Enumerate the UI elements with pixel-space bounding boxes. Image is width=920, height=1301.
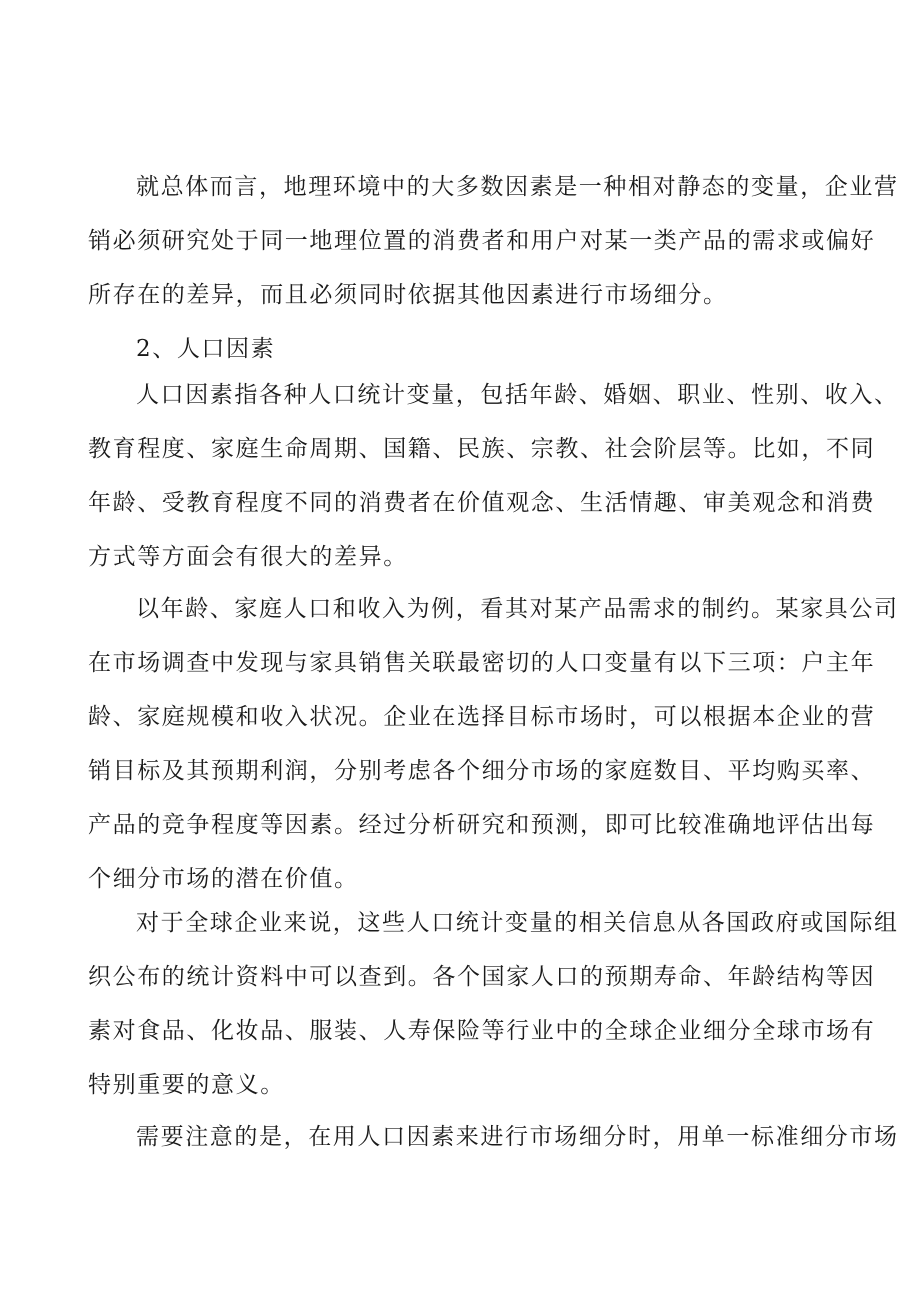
paragraph-line: 方式等方面会有很大的差异。 [88, 544, 408, 570]
paragraph-line: 人口因素指各种人口统计变量，包括年龄、婚姻、职业、性别、收入、 [136, 382, 899, 408]
section-heading: 2、人口因素 [136, 336, 276, 362]
paragraph-line: 龄、家庭规模和收入状况。企业在选择目标市场时，可以根据本企业的营 [88, 704, 876, 730]
paragraph-geography-summary [88, 160, 899, 322]
paragraph-line: 就总体而言，地理环境中的大多数因素是一种相对静态的变量，企业营 [136, 174, 899, 200]
paragraph-line: 特别重要的意义。 [88, 1072, 285, 1098]
paragraph-global-enterprises [88, 896, 899, 1112]
paragraph-line: 年龄、受教育程度不同的消费者在价值观念、生活情趣、审美观念和消费 [88, 490, 876, 516]
paragraph-line: 销目标及其预期利润，分别考虑各个细分市场的家庭数目、平均购买率、 [88, 758, 876, 784]
paragraph-line: 在市场调查中发现与家具销售关联最密切的人口变量有以下三项：户主年 [88, 650, 876, 676]
paragraph-line: 个细分市场的潜在价值。 [88, 866, 359, 892]
paragraph-line: 需要注意的是，在用人口因素来进行市场细分时，用单一标准细分市场 [136, 1124, 899, 1150]
paragraph-line: 产品的竞争程度等因素。经过分析研究和预测，即可比较准确地评估出每 [88, 812, 876, 838]
paragraph-line: 对于全球企业来说，这些人口统计变量的相关信息从各国政府或国际组 [136, 910, 899, 936]
paragraph-line: 织公布的统计资料中可以查到。各个国家人口的预期寿命、年龄结构等因 [88, 964, 876, 990]
paragraph-line: 素对食品、化妆品、服装、人寿保险等行业中的全球企业细分全球市场有 [88, 1018, 876, 1044]
paragraph-demographic-definition [88, 368, 899, 584]
paragraph-line: 所存在的差异，而且必须同时依据其他因素进行市场细分。 [88, 282, 728, 308]
paragraph-note [88, 1110, 899, 1164]
paragraph-furniture-example [88, 582, 899, 906]
paragraph-line: 教育程度、家庭生命周期、国籍、民族、宗教、社会阶层等。比如，不同 [88, 436, 876, 462]
paragraph-line: 销必须研究处于同一地理位置的消费者和用户对某一类产品的需求或偏好 [88, 228, 876, 254]
paragraph-line: 以年龄、家庭人口和收入为例，看其对某产品需求的制约。某家具公司 [136, 596, 899, 622]
